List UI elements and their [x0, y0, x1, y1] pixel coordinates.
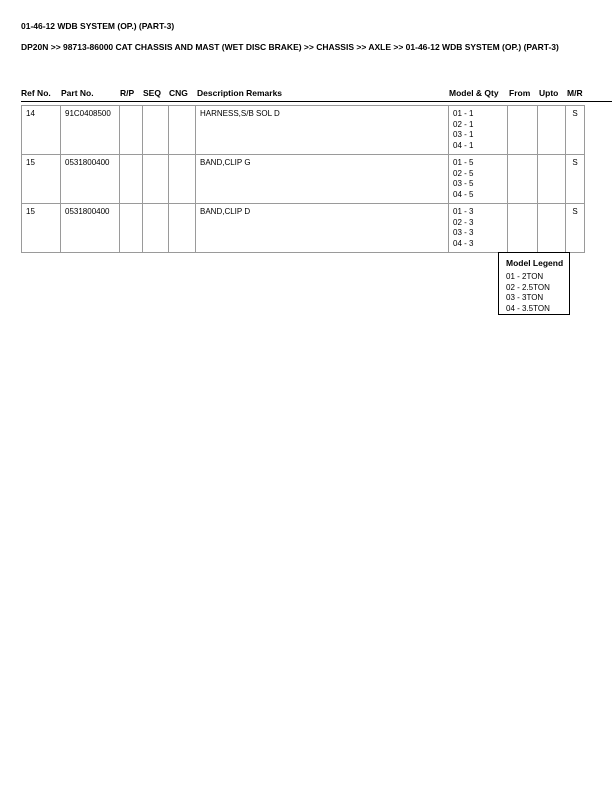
legend-item: 04 - 3.5TON — [506, 304, 550, 314]
seq-cell — [143, 204, 169, 253]
column-header-mr: M/R — [567, 88, 583, 98]
model-legend — [498, 252, 570, 315]
seq-cell — [143, 106, 169, 155]
column-header-rp: R/P — [120, 88, 135, 98]
column-header-description: Description Remarks — [197, 88, 283, 98]
table-row — [22, 155, 585, 204]
cng-cell — [169, 155, 196, 204]
mr-cell: S — [566, 204, 585, 253]
model-qty-line: 01 - 5 — [453, 158, 474, 167]
from-cell — [508, 155, 538, 204]
description-cell: BAND,CLIP G — [196, 155, 449, 204]
model-qty-cell — [449, 155, 508, 204]
rp-cell — [120, 106, 143, 155]
column-header-part-no: Part No. — [61, 88, 94, 98]
model-qty-line: 01 - 3 — [453, 207, 474, 216]
rp-cell — [120, 155, 143, 204]
from-cell — [508, 106, 538, 155]
part-no-cell: 0531800400 — [61, 204, 120, 253]
model-qty-line: 03 - 1 — [453, 130, 474, 139]
part-no-cell: 91C0408500 — [61, 106, 120, 155]
description-cell: BAND,CLIP D — [196, 204, 449, 253]
breadcrumb: DP20N >> 98713-86000 CAT CHASSIS AND MAST (WET DISC BRAKE) >> CHASSIS >> AXLE >> 01-46-12 WDB SYSTEM (OP.) (PART-3) — [21, 42, 559, 52]
part-no-cell: 0531800400 — [61, 155, 120, 204]
upto-cell — [538, 106, 566, 155]
rp-cell — [120, 204, 143, 253]
model-qty-line: 01 - 1 — [453, 109, 474, 118]
model-legend-title: Model Legend — [506, 258, 564, 268]
column-header-cng: CNG — [169, 88, 188, 98]
model-qty-line: 02 - 3 — [453, 217, 474, 227]
from-cell — [508, 204, 538, 253]
seq-cell — [143, 155, 169, 204]
upto-cell — [538, 204, 566, 253]
model-qty-cell — [449, 204, 508, 253]
parts-table — [21, 105, 585, 253]
page-title: 01-46-12 WDB SYSTEM (OP.) (PART-3) — [21, 21, 175, 31]
ref-no-cell: 15 — [22, 155, 61, 204]
mr-cell: S — [566, 106, 585, 155]
table-row — [22, 204, 585, 253]
upto-cell — [538, 155, 566, 204]
model-qty-cell — [449, 106, 508, 155]
ref-no-cell: 15 — [22, 204, 61, 253]
ref-no-cell: 14 — [22, 106, 61, 155]
model-qty-line: 02 - 5 — [453, 168, 474, 178]
legend-item: 01 - 2TON — [506, 271, 544, 281]
model-qty-line: 03 - 3 — [453, 228, 474, 237]
model-qty-line: 04 - 5 — [453, 189, 474, 199]
cng-cell — [169, 106, 196, 155]
model-qty-line: 02 - 1 — [453, 119, 474, 129]
legend-item: 03 - 3TON — [506, 293, 544, 303]
model-qty-line: 04 - 1 — [453, 140, 474, 150]
column-header-ref-no: Ref No. — [21, 88, 51, 98]
column-header-upto: Upto — [539, 88, 559, 98]
model-qty-line: 03 - 5 — [453, 179, 474, 188]
column-header-model-qty: Model & Qty — [449, 88, 499, 98]
model-qty-line: 04 - 3 — [453, 238, 474, 248]
mr-cell: S — [566, 155, 585, 204]
description-cell: HARNESS,S/B SOL D — [196, 106, 449, 155]
cng-cell — [169, 204, 196, 253]
table-row — [22, 106, 585, 155]
column-header-from: From — [509, 88, 531, 98]
header-divider — [21, 101, 612, 102]
legend-item: 02 - 2.5TON — [506, 282, 550, 292]
column-header-seq: SEQ — [143, 88, 161, 98]
